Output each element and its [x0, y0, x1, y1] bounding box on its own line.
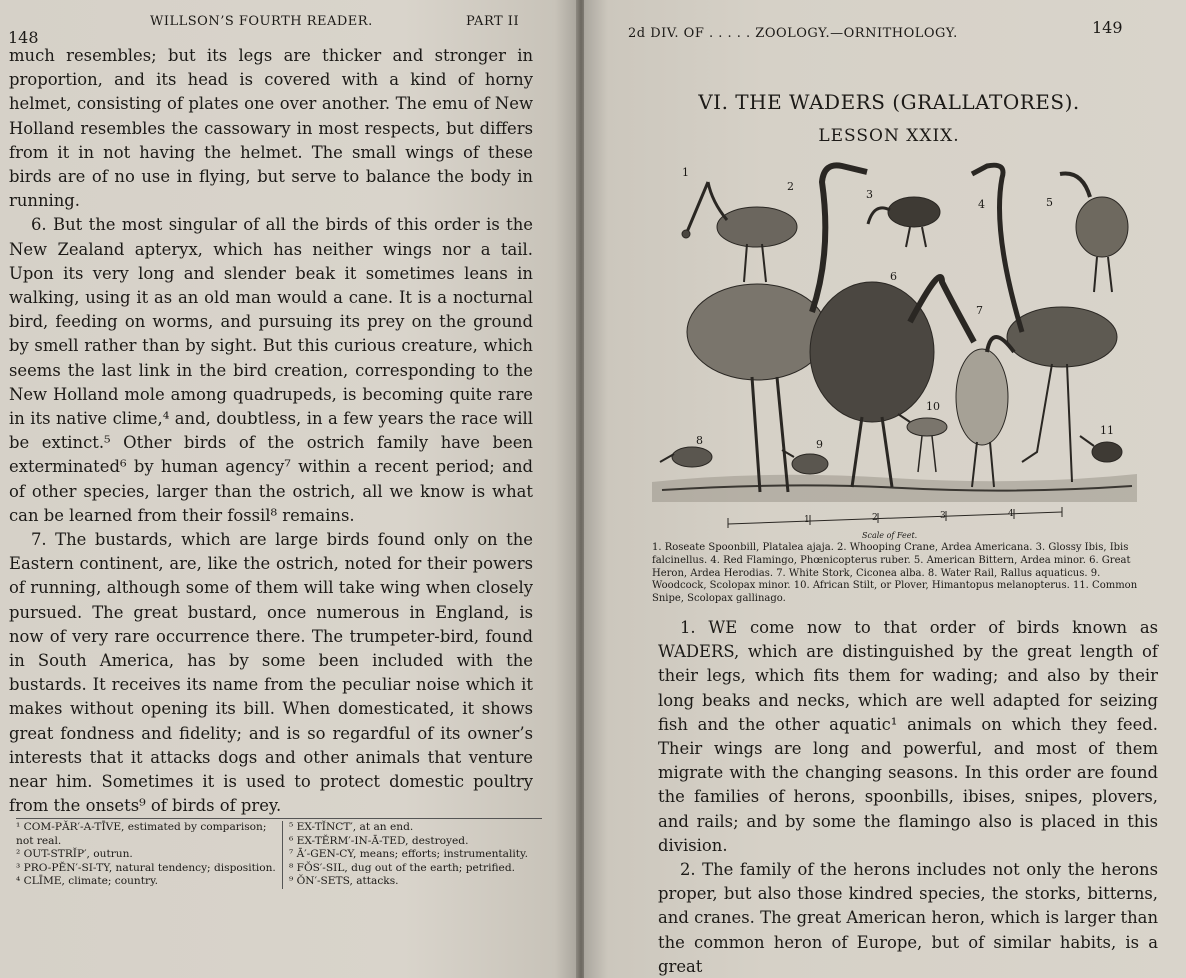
- bird-ibis: [868, 197, 940, 247]
- bird-bittern: [1060, 173, 1128, 292]
- bird-woodcock: [782, 450, 828, 474]
- footnote: ⁴ CLĪME, climate; country.: [16, 875, 159, 888]
- bird-number-label: 3: [866, 188, 873, 201]
- bird-number-label: 1: [682, 166, 689, 179]
- bird-number-label: 5: [1046, 196, 1053, 209]
- bird-stork: [956, 337, 1014, 487]
- footnote: ⁷ Ā′-GEN-CY, means; efforts; instrumentality.: [289, 848, 528, 861]
- bird-water-rail: [660, 447, 712, 467]
- bird-snipe: [1080, 436, 1122, 462]
- footnote-rule: [16, 818, 542, 819]
- scale-tick-label: 1: [804, 515, 810, 525]
- left-page-text: [9, 44, 533, 819]
- paragraph: much resembles; but its legs are thicker and stronger in proportion, and its head is covered with a kind of horny helmet, consisting of plates one over another. The emu of New Holland resembles the cassowary in most respects, but differs from it in not having the helmet. The small wings of these birds are of no use in flying, but serve to balance the body in running.: [9, 46, 533, 211]
- paragraph: 6. But the most singular of all the birds of this order is the New Zealand apteryx, which has neither wings nor a tail. Upon its very long and slender beak it sometimes leans in walking, using it as an old man would a cane. It is a nocturnal bird, feeding on worms, and pursuing its prey on the ground by smell rather than by sight. But this curious creature, which seems the last link in the bird creation, corresponding to the New Holland mole among quadrupeds, is becoming quite rare in its native clime,⁴ and, doubtless, in a few years the race will be extinct.⁵ Other birds of the ostrich family have been exterminated⁶ by human agency⁷ within a recent period; and of other species, larger than the ostrich, all we know is what can be learned from their fossil⁸ remains.: [9, 215, 533, 525]
- paragraph: 7. The bustards, which are large birds found only on the Eastern continent, are, like the ostrich, noted for their powers of running, although some of them will take wing when closely pursued. The great bustard, once numerous in England, is now of very rare occurrence there. The trumpeter-bird, found in South America, has by some been included with the bustards. It receives its name from the peculiar noise which it makes without opening its bill. When domesticated, it shows great fondness and fidelity; and is so regardful of its owner’s interests that it attacks dogs and other animals that venture near him. Sometimes it is used to protect domestic poultry from the onsets⁹ of birds of prey.: [9, 530, 533, 816]
- footnote: ⁶ EX-TĔRM′-IN-Ā-TED, destroyed.: [289, 834, 469, 847]
- bird-number-label: 7: [976, 304, 983, 317]
- right-page-number: 149: [1092, 18, 1123, 37]
- waders-illustration: [642, 152, 1142, 540]
- scale-tick-label: 4: [1008, 509, 1014, 519]
- footnote: ³ PRO-PĔN′-SI-TY, natural tendency; disposition.: [16, 861, 276, 874]
- lesson-heading: LESSON XXIX.: [818, 126, 960, 146]
- footnotes-column-2: [283, 821, 542, 889]
- left-running-head: WILLSON’S FOURTH READER.: [150, 14, 373, 29]
- bird-stilt: [898, 414, 947, 472]
- bird-number-label: 2: [787, 180, 794, 193]
- footnote: ² OUT-STRĬP′, outrun.: [16, 848, 133, 861]
- footnotes: [16, 818, 542, 889]
- footnote: ⁵ EX-TĬNCT′, at an end.: [289, 821, 414, 833]
- paragraph: 1. WE come now to that order of birds known as WADERS, which are distinguished by the great length of their legs, which fits them for wading; and also by their long beaks and necks, which are well adapted for seizing fish and the other aquatic¹ animals on which they feed. Their wings are long and powerful, and most of them migrate with the changing seasons. In this order are found the families of herons, spoonbills, ibises, snipes, plovers, and rails; and by some the flamingo also is placed in this division.: [658, 618, 1158, 855]
- bird-spoonbill: [682, 182, 797, 282]
- right-running-head: 2d DIV. OF . . . . . ZOOLOGY.—ORNITHOLOGY.: [628, 26, 958, 41]
- bird-number-label: 4: [978, 198, 985, 211]
- bird-number-label: 10: [926, 400, 940, 413]
- paragraph: 2. The family of the herons includes not only the herons proper, but also those kindred species, the storks, bitterns, and cranes. The great American heron, which is larger than the common heron of Europe, but of similar habits, is a great: [658, 860, 1158, 976]
- chapter-title: VI. THE WADERS (GRALLATORES).: [698, 90, 1080, 114]
- bird-number-label: 9: [816, 438, 823, 451]
- left-page: [0, 0, 578, 978]
- bird-number-label: 6: [890, 270, 897, 283]
- left-part-label: PART II: [466, 14, 520, 29]
- bird-great-heron: [810, 277, 974, 487]
- footnotes-column-1: [16, 821, 283, 889]
- right-page: [584, 0, 1186, 978]
- left-page-number: 148: [8, 28, 39, 47]
- footnote: ⁸ FŎS′-SIL, dug out of the earth; petrified.: [289, 861, 515, 874]
- footnote: ⁹ ŎN′-SETS, attacks.: [289, 875, 399, 888]
- scale-tick-label: 2: [872, 513, 878, 523]
- scale-tick-label: 3: [940, 511, 946, 521]
- waders-engraving: [642, 152, 1142, 540]
- right-page-text: [658, 616, 1158, 978]
- bird-number-label: 8: [696, 434, 703, 447]
- figure-caption: 1. Roseate Spoonbill, Platalea ajaja. 2. Whooping Crane, Ardea Americana. 3. Glossy Ibis, Ibis falcinellus. 4. Red Flamingo, Phœnicopterus ruber. 5. American Bittern, Ardea minor. 6. Great Heron, Ardea Herodias. 7. White Stork, Ciconea alba. 8. Water Rail, Rallus aquaticus. 9. Woodcock, Scolopax minor. 10. African Stilt, or Plover, Himantopus melanopterus. 11. Common Snipe, Scolopax gallinago.: [652, 542, 1138, 605]
- scale-label: Scale of Feet.: [862, 531, 918, 540]
- bird-number-label: 11: [1100, 424, 1114, 437]
- footnote: ¹ COM-PĂR′-A-TĪVE, estimated by comparison; not real.: [16, 821, 267, 847]
